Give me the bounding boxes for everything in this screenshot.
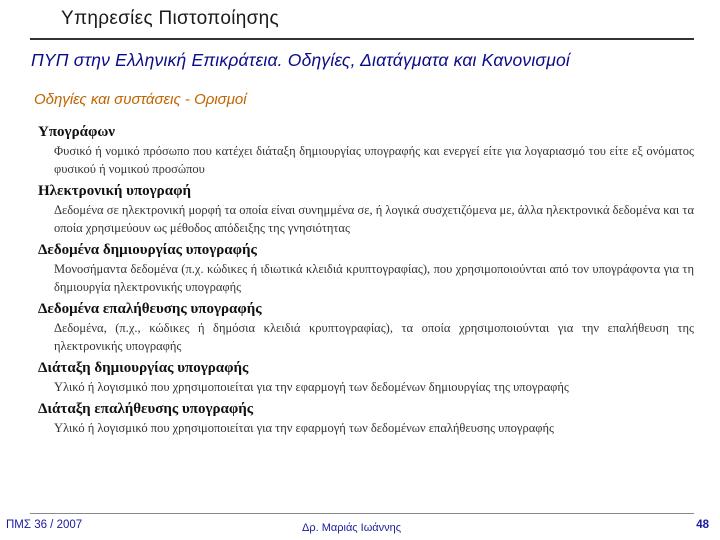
definitions-list — [38, 122, 698, 440]
footer-course: ΠΜΣ 36 / 2007 — [6, 519, 83, 531]
definition-item — [38, 240, 698, 296]
definition-text: Υλικό ή λογισμικό που χρησιμοποιείται για την εφαρμογή των δεδομένων επαλήθευσης υπογραφής — [54, 421, 554, 435]
header-divider — [30, 38, 694, 40]
definition-item — [38, 399, 698, 437]
section-subtitle: Οδηγίες και συστάσεις - Ορισμοί — [34, 91, 247, 108]
definition-term: Διάταξη επαλήθευσης υπογραφής — [38, 401, 254, 417]
definition-text: Δεδομένα, (π.χ., κώδικες ή δημόσια κλειδιά κρυπτογραφίας), τα οποία χρησιμοποιούνται για την επαλήθευση της ηλεκτρονικής υπογραφής — [54, 321, 694, 353]
definition-term: Υπογράφων — [38, 124, 115, 140]
definition-text: Μονοσήμαντα δεδομένα (π.χ. κώδικες ή ιδιωτικά κλειδιά κρυπτογραφίας), που χρησιμοποιούνται από τον υπογράφοντα για τη δημιουργία ηλεκτρονικής υπογραφής — [54, 262, 694, 294]
definition-term: Ηλεκτρονική υπογραφή — [38, 183, 191, 199]
header-title: Υπηρεσίες Πιστοποίησης — [61, 8, 279, 29]
page-number: 48 — [696, 519, 709, 531]
footer-author: Δρ. Μαριάς Ιωάννης — [302, 522, 402, 534]
definition-term: Δεδομένα δημιουργίας υπογραφής — [38, 242, 257, 258]
definition-item — [38, 122, 698, 178]
definition-item — [38, 181, 698, 237]
page-title: ΠΥΠ στην Ελληνική Επικράτεια. Οδηγίες, Διατάγματα και Κανονισμοί — [31, 50, 570, 70]
definition-term: Δεδομένα επαλήθευσης υπογραφής — [38, 301, 262, 317]
definition-term: Διάταξη δημιουργίας υπογραφής — [38, 360, 249, 376]
definition-item — [38, 299, 698, 355]
definition-text: Φυσικό ή νομικό πρόσωπο που κατέχει διάταξη δημιουργίας υπογραφής και ενεργεί είτε για λογαριασμό του είτε εξ ονόματος φυσικού ή νομικού προσώπου — [54, 144, 694, 176]
definition-text: Δεδομένα σε ηλεκτρονική μορφή τα οποία είναι συνημμένα σε, ή λογικά συσχετιζόμενα με, άλλα ηλεκτρονικά δεδομένα και τα οποία χρησιμεύουν ως μέθοδος απόδειξης της γνησιότητας — [54, 203, 694, 235]
definition-item — [38, 358, 698, 396]
footer-divider — [30, 513, 694, 514]
definition-text: Υλικό ή λογισμικό που χρησιμοποιείται για την εφαρμογή των δεδομένων δημιουργίας της υπογραφής — [54, 380, 569, 394]
